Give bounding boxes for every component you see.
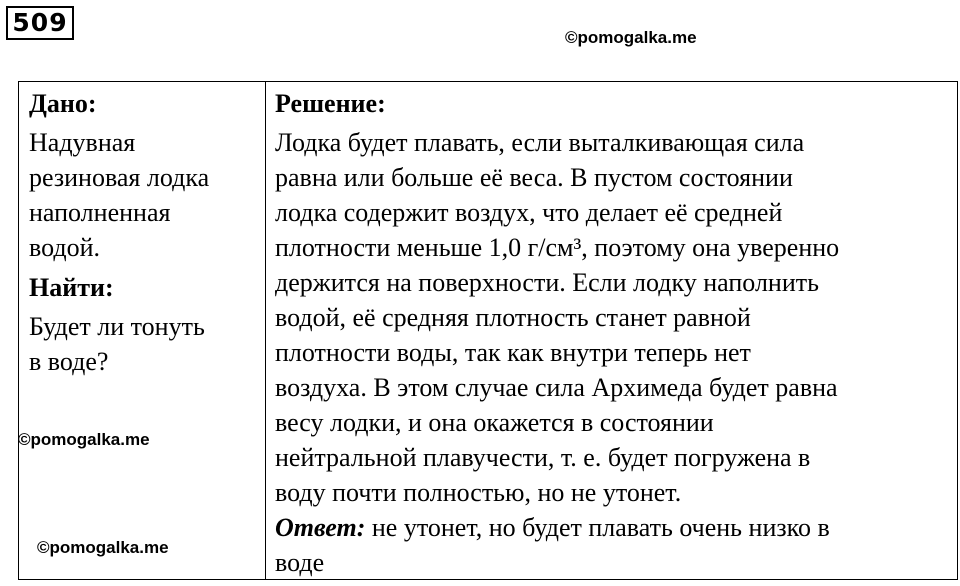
solution-line: Лодка будет плавать, если выталкивающая сила: [275, 128, 805, 157]
find-line: в воде?: [29, 347, 109, 376]
answer-label: Ответ:: [275, 513, 366, 542]
watermark-bottom: ©pomogalka.me: [37, 538, 169, 557]
solution-line: плотности воды, так как внутри теперь нет: [275, 338, 751, 367]
watermark-top: ©pomogalka.me: [565, 28, 697, 47]
given-heading: Дано:: [29, 89, 97, 118]
solution-line: водой, её средняя плотность станет равной: [275, 303, 751, 332]
given-line: резиновая лодка: [29, 163, 210, 192]
problem-number: 509: [6, 6, 74, 40]
given-line: Надувная: [29, 128, 136, 157]
solution-line: весу лодки, и она окажется в состоянии: [275, 408, 714, 437]
find-line: Будет ли тонуть: [29, 312, 205, 341]
watermark-middle: ©pomogalka.me: [18, 430, 150, 449]
given-line: наполненная: [29, 198, 171, 227]
solution-heading: Решение:: [275, 89, 386, 118]
solution-table: [18, 81, 958, 580]
solution-column: [275, 86, 955, 580]
solution-line: воздуха. В этом случае сила Архимеда будет равна: [275, 373, 838, 402]
answer-text: не утонет, но будет плавать очень низко в: [365, 513, 830, 542]
column-divider: [265, 82, 266, 579]
solution-line: воду почти полностью, но не утонет.: [275, 478, 682, 507]
solution-line: равна или больше её веса. В пустом состоянии: [275, 163, 793, 192]
given-line: водой.: [29, 233, 100, 262]
answer-line-continued: воде: [275, 548, 325, 577]
given-column: [29, 86, 261, 379]
solution-line: держится на поверхности. Если лодку наполнить: [275, 268, 819, 297]
solution-line: лодка содержит воздух, что делает её средней: [275, 198, 783, 227]
solution-line: нейтральной плавучести, т. е. будет погружена в: [275, 443, 811, 472]
solution-line: плотности меньше 1,0 г/см³, поэтому она уверенно: [275, 233, 840, 262]
answer-line: [275, 510, 955, 545]
find-heading: Найти:: [29, 273, 114, 302]
